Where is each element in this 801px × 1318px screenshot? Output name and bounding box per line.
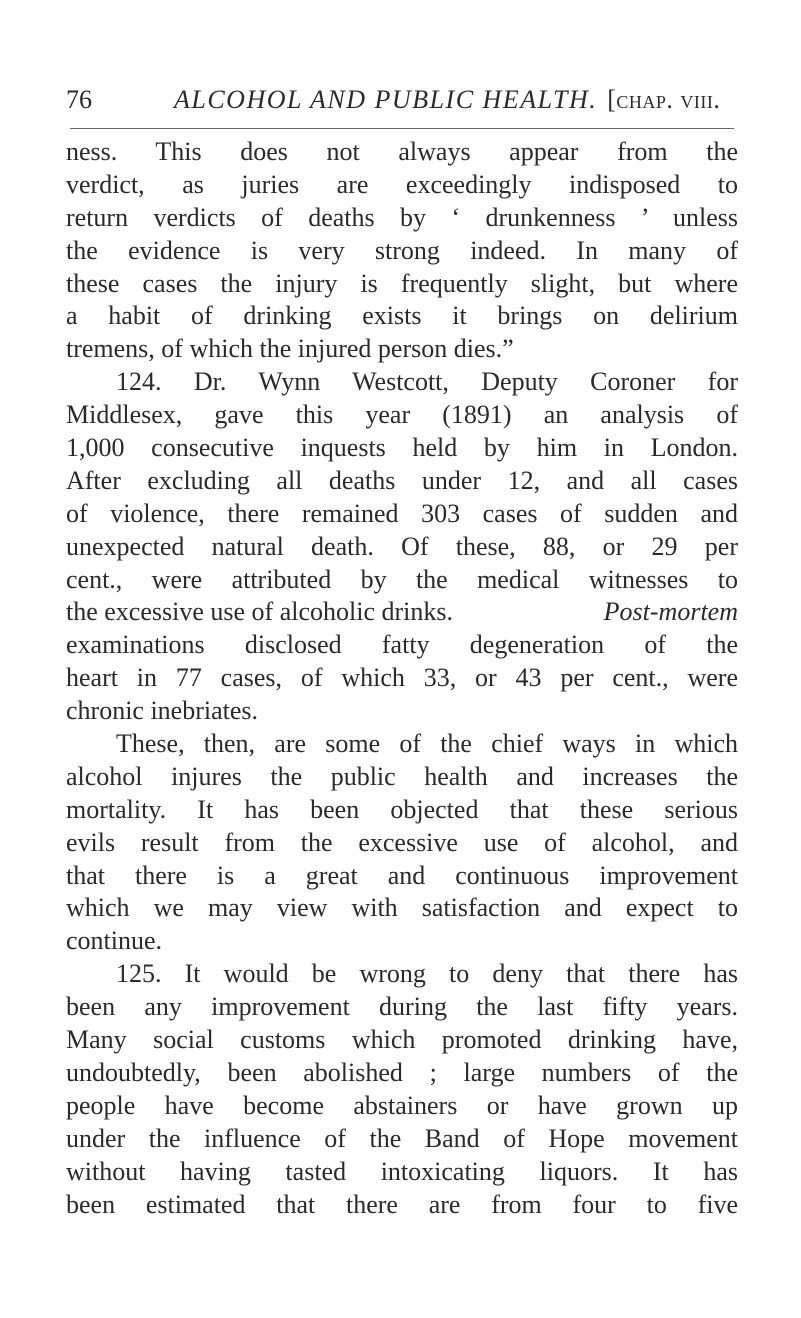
text-line: verdict, as juries are exceedingly indisposed to xyxy=(66,169,738,199)
body-text xyxy=(66,136,738,1221)
text-line: mortality. It has been objected that these serious xyxy=(66,794,738,824)
text-line: people have become abstainers or have grown up xyxy=(66,1090,738,1120)
text-line: After excluding all deaths under 12, and all cases xyxy=(66,465,738,495)
text-line: chronic inebriates. xyxy=(66,696,259,726)
text-line: Many social customs which promoted drinking have, xyxy=(66,1025,738,1055)
text-line: which we may view with satisfaction and expect to xyxy=(66,893,738,923)
text-line: a habit of drinking exists it brings on delirium xyxy=(66,301,738,331)
text-line: cent., were attributed by the medical witnesses to xyxy=(66,564,738,594)
running-title: ALCOHOL AND PUBLIC HEALTH. xyxy=(174,85,598,114)
text-line: examinations disclosed fatty degeneration of the xyxy=(66,630,738,660)
text-line: that there is a great and continuous improvement xyxy=(66,860,738,890)
text-line: the evidence is very strong indeed. In many of xyxy=(66,235,738,265)
text-line: unexpected natural death. Of these, 88, or 29 per xyxy=(66,531,738,561)
text-line: these cases the injury is frequently slight, but where xyxy=(66,268,738,298)
text-line: of violence, there remained 303 cases of sudden and xyxy=(66,498,738,528)
text-line: Middlesex, gave this year (1891) an analysis of xyxy=(66,400,738,430)
text-line: undoubtedly, been abolished ; large numbers of the xyxy=(66,1057,738,1087)
text-line: evils result from the excessive use of alcohol, and xyxy=(66,827,738,857)
text-line: been estimated that there are from four to five xyxy=(66,1189,738,1219)
text-line: continue. xyxy=(66,926,163,956)
text-line: ness. This does not always appear from the xyxy=(66,137,738,166)
text-line-with-italic xyxy=(66,596,738,629)
running-head xyxy=(66,80,738,120)
text-line: heart in 77 cases, of which 33, or 43 per cent., were xyxy=(66,663,738,693)
text-line: 1,000 consecutive inquests held by him in London. xyxy=(66,433,738,463)
text-line: alcohol injures the public health and increases the xyxy=(66,761,738,791)
text-line: without having tasted intoxicating liquors. It has xyxy=(66,1156,738,1186)
text-line: under the influence of the Band of Hope movement xyxy=(66,1123,738,1153)
text-line: return verdicts of deaths by ‘ drunkenness ’ unless xyxy=(66,202,738,232)
paragraph-start: These, then, are some of the chief ways in which xyxy=(116,729,738,759)
paragraph-124-start: 124. Dr. Wynn Westcott, Deputy Coroner for xyxy=(116,367,738,397)
page-number: 76 xyxy=(66,85,92,114)
italic-term: Post-mortem xyxy=(603,597,738,627)
paragraph-125-start: 125. It would be wrong to deny that there has xyxy=(116,959,738,989)
header-rule xyxy=(70,128,734,129)
book-page xyxy=(66,80,738,1221)
chapter-reference: [chap. viii. xyxy=(607,85,721,114)
text-line: been any improvement during the last fifty years. xyxy=(66,992,738,1022)
text-line: tremens, of which the injured person dies.” xyxy=(66,334,514,364)
text-segment: the excessive use of alcoholic drinks. xyxy=(66,597,453,627)
